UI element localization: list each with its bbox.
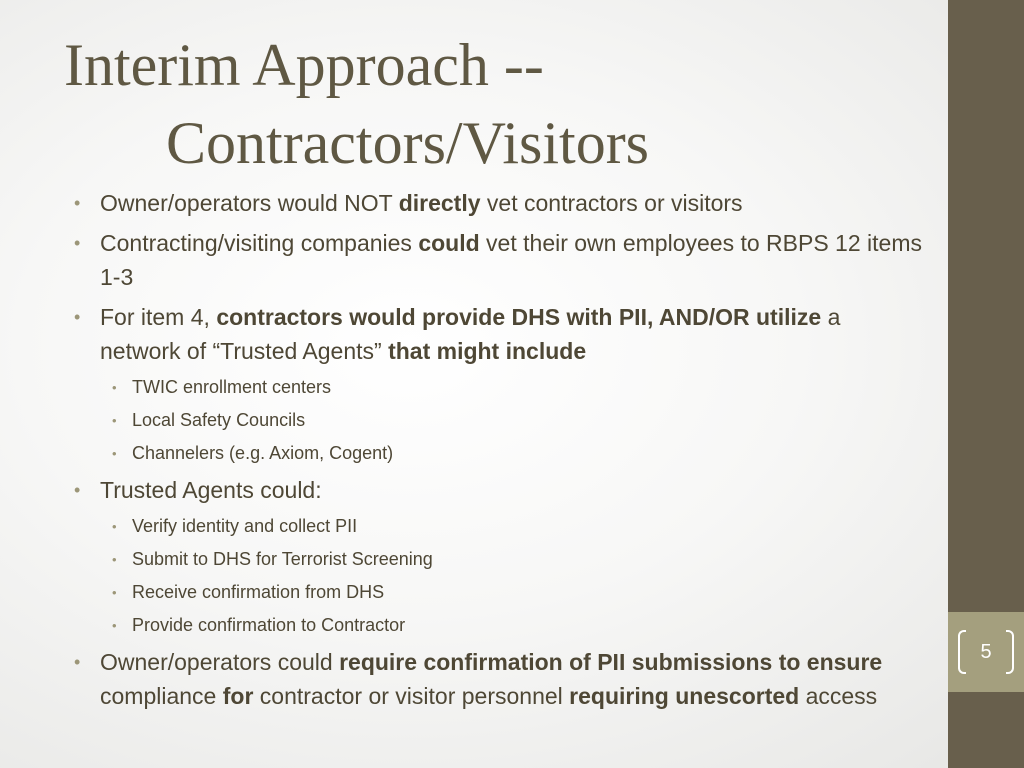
bullet-emphasis: directly	[398, 190, 481, 216]
title-line-1: Interim Approach --	[64, 32, 544, 98]
bullet-dot-icon: •	[112, 552, 117, 567]
bullet-dot-icon: •	[112, 585, 117, 600]
bullet-dot-icon: •	[74, 307, 81, 327]
bullet-text: Trusted Agents could:	[100, 477, 322, 503]
sub-bullet-text: Verify identity and collect PII	[132, 516, 358, 536]
bullet-text: a network of “Trusted Agents”	[100, 304, 841, 364]
bullet-text: compliance	[100, 683, 223, 709]
bullet-dot-icon: •	[112, 380, 117, 395]
title-line-2: Contractors/Visitors	[166, 110, 650, 176]
sub-bullet	[74, 579, 924, 606]
page-number-band	[948, 612, 1024, 692]
bullet-dot-icon: •	[74, 480, 81, 500]
sub-bullet-text: Channelers (e.g. Axiom, Cogent)	[132, 443, 394, 463]
sub-bullet	[74, 374, 924, 401]
bullet-text: contractor or visitor personnel	[253, 683, 570, 709]
bullet-2	[74, 226, 924, 294]
slide-body	[74, 186, 924, 719]
bullet-emphasis: require confirmation of PII submissions to ensure	[339, 649, 883, 675]
bullet-text: access	[799, 683, 878, 709]
bullet-dot-icon: •	[74, 233, 81, 253]
sub-bullet	[74, 612, 924, 639]
bullet-4	[74, 473, 924, 507]
sub-bullet-text: TWIC enrollment centers	[132, 377, 332, 397]
slide-title	[64, 26, 924, 182]
bullet-emphasis: contractors would provide DHS with PII, AND/OR utilize	[216, 304, 822, 330]
sub-bullet	[74, 513, 924, 540]
bullet-emphasis: requiring unescorted	[569, 683, 800, 709]
bullet-dot-icon: •	[112, 519, 117, 534]
bullet-text: Owner/operators would NOT	[100, 190, 399, 216]
bullet-text: vet contractors or visitors	[480, 190, 743, 216]
bullet-text: Owner/operators could	[100, 649, 340, 675]
sub-bullet-text: Receive confirmation from DHS	[132, 582, 385, 602]
left-bracket-icon	[958, 630, 966, 674]
sub-bullet	[74, 407, 924, 434]
bullet-dot-icon: •	[74, 652, 81, 672]
bullet-dot-icon: •	[74, 193, 81, 213]
sub-bullet-text: Submit to DHS for Terrorist Screening	[132, 549, 433, 569]
bullet-5	[74, 645, 924, 713]
sub-bullet-text: Provide confirmation to Contractor	[132, 615, 406, 635]
bullet-dot-icon: •	[112, 446, 117, 461]
bullet-text: Contracting/visiting companies	[100, 230, 419, 256]
bullet-text: For item 4,	[100, 304, 217, 330]
sidebar-panel	[948, 0, 1024, 768]
bullet-3	[74, 300, 924, 368]
bullet-emphasis: for	[222, 683, 254, 709]
bullet-dot-icon: •	[112, 413, 117, 428]
page-number-badge	[958, 630, 1014, 674]
sub-bullet	[74, 440, 924, 467]
bullet-dot-icon: •	[112, 618, 117, 633]
bullet-emphasis: could	[418, 230, 480, 256]
bullet-text: vet their own employees to RBPS 12 items 1-3	[100, 230, 922, 290]
right-bracket-icon	[1006, 630, 1014, 674]
sub-bullet	[74, 546, 924, 573]
bullet-emphasis: that might include	[388, 338, 587, 364]
sub-bullet-text: Local Safety Councils	[132, 410, 306, 430]
bullet-1	[74, 186, 924, 220]
page-number: 5	[980, 640, 992, 663]
